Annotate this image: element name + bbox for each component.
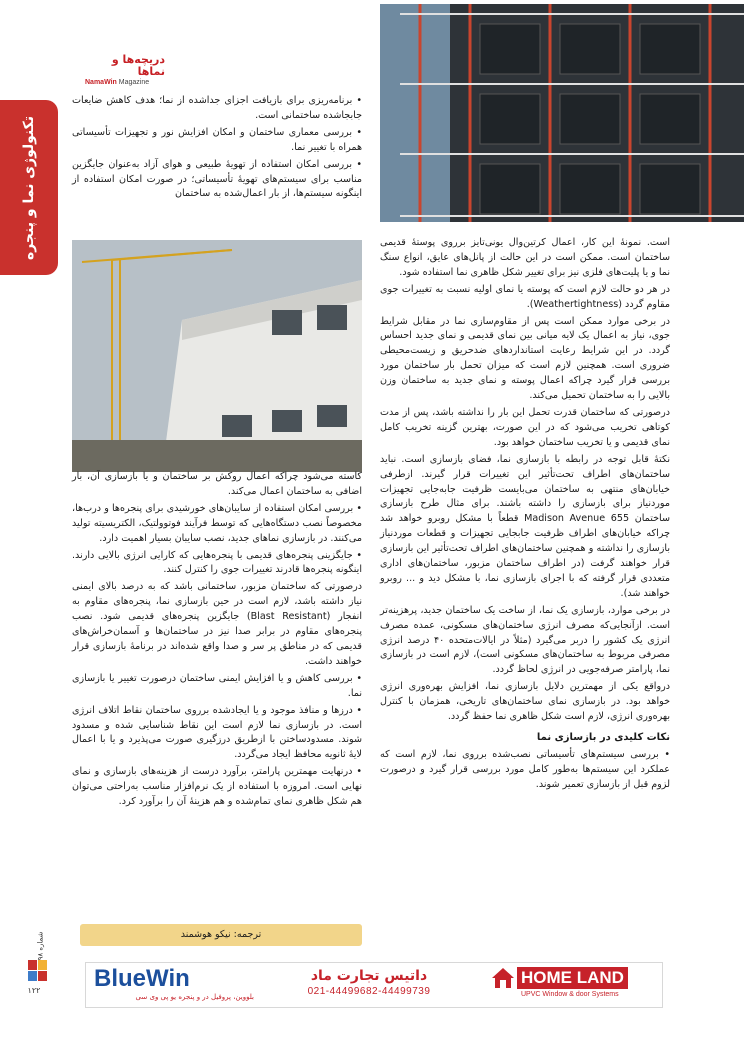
left-column-bottom <box>72 470 362 812</box>
section-tab <box>0 100 58 275</box>
paragraph: • جایگزینی پنجره‌های قدیمی با پنجره‌هایی که کارایی انرژی بالایی دارند. اینگونه پنجره‌ها قادرند تغییرات جوی را کنترل کنند. <box>72 549 362 576</box>
page-number-block <box>26 931 45 995</box>
right-column <box>380 236 670 795</box>
paragraph: درصورتی که ساختمان قدرت تحمل این بار را نداشته باشد، پس از مدت کوتاهی تخریب می‌شود که در این صورت، بهترین گزینه تخریب کامل نمای قدیمی و یا تخریب ساختمان خواهد بود. <box>380 406 670 448</box>
paragraph: کاسته می‌شود چراکه اعمال روکش بر ساختمان و یا بازسازی آن، بار اضافی به ساختمان اعمال می‌کند. <box>72 471 362 497</box>
paragraph: در هر دو حالت لازم است که پوسته یا نمای اولیه نسبت به تغییرات جوی مقاوم گردد (Weathertightness). <box>380 283 670 310</box>
translator-credit: ترجمه: نیکو هوشمند <box>80 924 362 946</box>
scaffold-illustration <box>380 4 744 222</box>
paragraph: • بررسی کاهش و یا افزایش ایمنی ساختمان درصورت تغییر یا بازسازی نما. <box>72 672 362 699</box>
logo-brand: NamaWin <box>85 79 117 86</box>
section-tab-label: تکنولوژی نما و پنجره <box>21 115 37 260</box>
paragraph: درصورتی که ساختمان مزبور، ساختمانی باشد که به درصد بالای ایمنی نیاز داشته باشد، لازم است در حین بازسازی نما، پنجره‌های مقاوم به انفجار (Blast Resistant) جایگزین پنجره‌های قدیمی شود. نصب پنجره‌های مقاوم در برابر صدا نیز در ساختمان‌ها و آسمان‌خراش‌های قدیمی که در مناطق پر سر و صدا واقع شده‌اند در برنامهٔ بازسازی قرار خواهند داشت. <box>72 581 363 667</box>
logo-subtitle <box>85 78 165 87</box>
issue-number: شماره ۹۸ <box>36 931 45 961</box>
paragraph: • درنهایت مهمترین پارامتر، برآورد درست از هزینه‌های بازسازی و نمای نهایی است. امروزه با استفاده از یک نرم‌افزار مناسب به‌راحتی می‌توان هم شکل ظاهری نمای تمام‌شده و هم هزینهٔ آن را برآورد کرد. <box>72 766 362 808</box>
paragraph: است. نمونهٔ این کار، اعمال کرتین‌وال یونی‌تایز برروی پوستهٔ قدیمی ساختمان است. ممکن است در این حالت از پانل‌های عایق، انواع سنگ نما و یا پلیت‌های فلزی نیز برای تغییر شکل ظاهری نما استفاده شود. <box>380 237 670 278</box>
logo-magazine: Magazine <box>118 79 150 86</box>
paragraph: درواقع یکی از مهمترین دلایل بازسازی نما، افزایش بهره‌وری انرژی خواهد بود. در بازسازی نمای ساختمان‌های تاریخی، همزمان با کنترل بهره‌وری انرژی، لازم است شکل ظاهری نما حفظ گردد. <box>380 681 670 723</box>
paragraph: در برخی موارد، بازسازی یک نما، از ساخت یک ساختمان جدید، پرهزینه‌تر است. ازآنجایی‌که مصرف انرژی ساختمان‌های مسکونی، عمده مصرف انرژی یک کشور را دربر می‌گیرد (مثلاً در ایالات‌متحده ۴۰ درصد انرژی مصرفی مربوط به ساختمان‌های مسکونی است)، لازم است در بازسازی نما، پارامتر صرفه‌جویی در انرژی لحاظ گردد. <box>380 604 670 676</box>
paragraph: • بررسی سیستم‌های تأسیساتی نصب‌شده برروی نما، لازم است که عملکرد این سیستم‌ها به‌طور کامل مورد بررسی قرار گیرد و درصورت لزوم قبل از بازسازی تعمیر شوند. <box>380 748 670 790</box>
color-blocks-decoration <box>28 960 48 982</box>
homeland-logo: HOME LAND <box>517 967 628 989</box>
ad-bar <box>85 962 663 1008</box>
paragraph: • بررسی امکان استفاده از تهویهٔ طبیعی و هوای آزاد به‌عنوان جایگزین مناسب برای سیستم‌های تهویهٔ تأسیساتی؛ در صورت امکان استفاده از اینگونه سیستم‌ها، از بار اعمال‌شده به ساختمان <box>72 158 362 200</box>
paragraph: نکتهٔ قابل توجه در رابطه با بازسازی نما، فضای بازسازی است. نباید ساختمان‌های اطراف تحت‌تأثیر این تغییرات قرار گیرند. ازطرفی خیابان‌های منتهی به ساختمان می‌بایست ظرفیت جابه‌جایی تجهیزات موردنیاز برای بازسازی را داشته باشند. برای مثال طرح بازسازی ساختمان Madison Avenue 655 قطعاً با مشکل روبرو خواهد شد چراکه خیابان‌های اطراف ظرفیت جابجایی تجهیزات و قطعات موردنیاز بازسازی را نداشته و همچنین ساختمان‌های اطراف تحت‌تأثیر این بازسازی قرار خواهند گرفت (در اطراف ساختمان مزبور، ساختمان‌های اداری متعددی قرار گرفته که با اجرای بازسازی نما، با مشکل دید و ... روبرو خواهند شد). <box>380 453 670 599</box>
crane-illustration <box>72 240 362 472</box>
page-number: ۱۲۲ <box>27 986 41 995</box>
paragraph: • برنامه‌ریزی برای بازیافت اجزای جداشده از نما؛ هدف کاهش ضایعات جابجاشده ساختمانی است. <box>72 95 362 121</box>
bluewin-logo-blue: Blue <box>94 965 147 992</box>
ad-homeland[interactable] <box>491 967 659 1005</box>
ad-bluewin[interactable] <box>94 966 254 1006</box>
scaffold-photo <box>380 4 744 222</box>
crane-photo <box>72 240 362 472</box>
paragraph: • درزها و منافذ موجود و یا ایجادشده برروی ساختمان نقاط اتلاف انرژی است. در بازسازی نما لازم است این نقاط شناسایی شده و مسدود شوند. مسدودساختن با ازطریق درزگیری صورت می‌پذیرد و یا با اعمال لایهٔ ثانویه محافظ ایجاد می‌گردد. <box>72 704 362 761</box>
color-blocks-icon <box>28 960 48 982</box>
paragraph: • بررسی معماری ساختمان و امکان افزایش نور و تجهیزات تأسیساتی همراه با تغییر نما. <box>72 126 362 153</box>
house-icon <box>491 967 515 989</box>
ad-datis[interactable] <box>284 966 454 1006</box>
paragraph: در برخی موارد ممکن است پس از مقاوم‌سازی نما در مقابل شرایط جوی، نیاز به اعمال یک لایه میانی بین نمای قدیمی و نمای جدید احساس گردد. در این شرایط رعایت استانداردهای ضدحریق و زیست‌محیطی ضروری است. همچنین لازم است که میزان تحمل بار ساختمان مورد بررسی قرار گیرد چراکه اعمال پوسته و نمای جدید به ساختمان وزن بالایی را به ساختمان تحمیل می‌کند. <box>380 315 670 402</box>
left-column-top <box>72 94 362 204</box>
datis-phone: 021-44499682-44499739 <box>307 986 431 997</box>
section-heading: نکات کلیدی در بازسازی نما <box>536 732 670 743</box>
datis-name: داتیس تجارت ماد <box>310 968 428 984</box>
bluewin-logo-win: Win <box>146 965 190 992</box>
bluewin-tagline: بلووین، پروفیل در و پنجره یو پی وی سی <box>135 993 254 1001</box>
logo-title: دریچه‌ها و نماها <box>111 53 165 78</box>
paragraph: • بررسی امکان استفاده از سایبان‌های خورشیدی برای پنجره‌ها و درب‌ها، مخصوصاً نصب دستگاه‌هایی که توسط فرآیند فوتوولتیک، الکتریسیته تولید می‌کنند. در بازسازی نماهای جدید، نصب سایبان بسیار اهمیت دارد. <box>72 502 362 544</box>
magazine-logo <box>85 53 165 86</box>
bluewin-logo <box>94 966 254 992</box>
homeland-tagline: UPVC Window & door Systems <box>521 991 619 998</box>
